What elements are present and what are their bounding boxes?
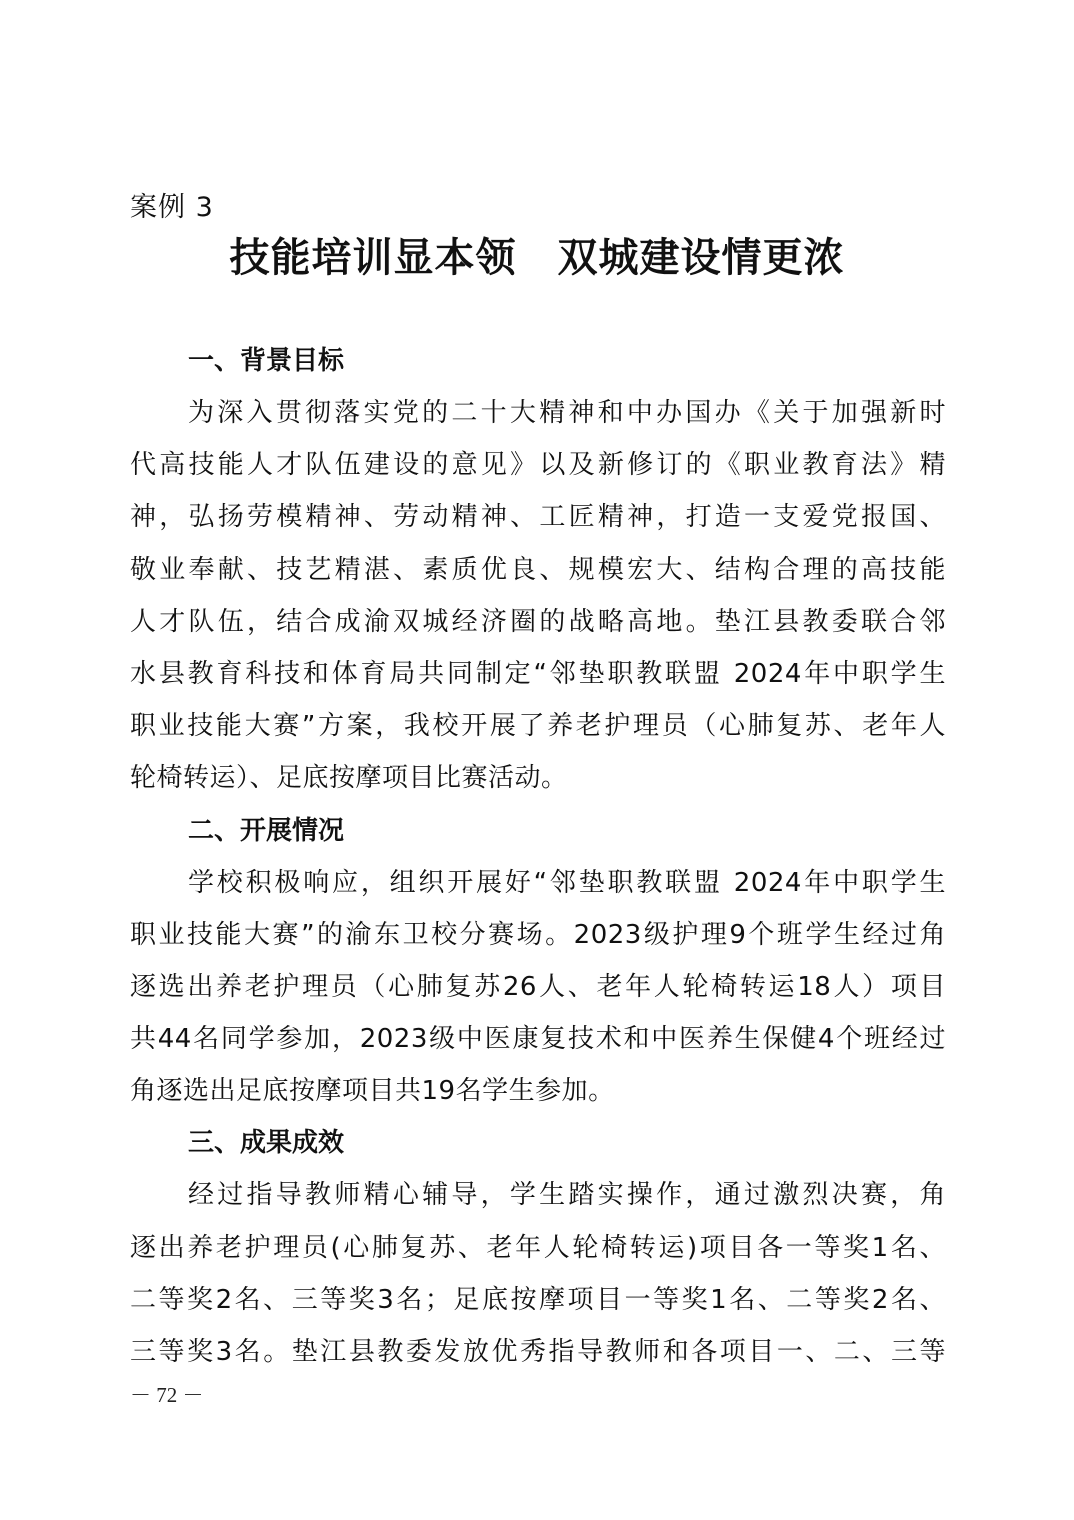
text-line: 三等奖3名。垫江县教委发放优秀指导教师和各项目一、二、三等: [130, 1337, 946, 1367]
document-title: 技能培训显本领 双城建设情更浓: [229, 234, 845, 281]
text-line: 水县教育科技和体育局共同制定“邻垫职教联盟 2024年中职学生: [130, 658, 946, 689]
paragraph: [130, 387, 946, 805]
text-line: 二等奖2名、三等奖3名；足底按摩项目一等奖1名、二等奖2名、: [130, 1284, 946, 1315]
text-line: 逐选出养老护理员（心肺复苏26人、老年人轮椅转运18人）项目: [130, 971, 946, 1002]
paragraph: [130, 857, 946, 1118]
text-line: 职业技能大赛”方案，我校开展了养老护理员（心肺复苏、老年人: [130, 711, 946, 742]
text-line: 共44名同学参加，2023级中医康复技术和中医养生保健4个班经过: [130, 1024, 946, 1055]
section-heading: 一、背景目标: [188, 346, 345, 376]
text-line: 经过指导教师精心辅导，学生踏实操作，通过激烈决赛，角: [188, 1180, 946, 1211]
document-body: [130, 335, 946, 1378]
case-label: 案例 3: [130, 192, 214, 223]
text-line: 职业技能大赛”的渝东卫校分赛场。2023级护理9个班学生经过角: [130, 919, 946, 950]
text-line: 神，弘扬劳模精神、劳动精神、工匠精神，打造一支爱党报国、: [130, 502, 946, 533]
section-heading: 三、成果成效: [188, 1128, 345, 1159]
text-line: 角逐选出足底按摩项目共19名学生参加。: [130, 1076, 615, 1107]
page-number: － 72 －: [130, 1383, 204, 1407]
section-background: [130, 335, 946, 805]
section-results: [130, 1117, 946, 1378]
text-line: 逐出养老护理员(心肺复苏、老年人轮椅转运)项目各一等奖1名、: [130, 1232, 946, 1263]
text-line: 代高技能人才队伍建设的意见》以及新修订的《职业教育法》精: [130, 450, 946, 481]
text-line: 敬业奉献、技艺精湛、素质优良、规模宏大、结构合理的高技能: [130, 554, 946, 585]
section-heading: 二、开展情况: [188, 815, 345, 846]
text-line: 学校积极响应，组织开展好“邻垫职教联盟 2024年中职学生: [188, 867, 946, 898]
section-progress: [130, 805, 946, 1118]
paragraph: [130, 1169, 946, 1378]
text-line: 人才队伍，结合成渝双城经济圈的战略高地。垫江县教委联合邻: [130, 606, 946, 637]
text-line: 为深入贯彻落实党的二十大精神和中办国办《关于加强新时: [188, 398, 946, 428]
text-line: 轮椅转运）、足底按摩项目比赛活动。: [130, 763, 568, 794]
